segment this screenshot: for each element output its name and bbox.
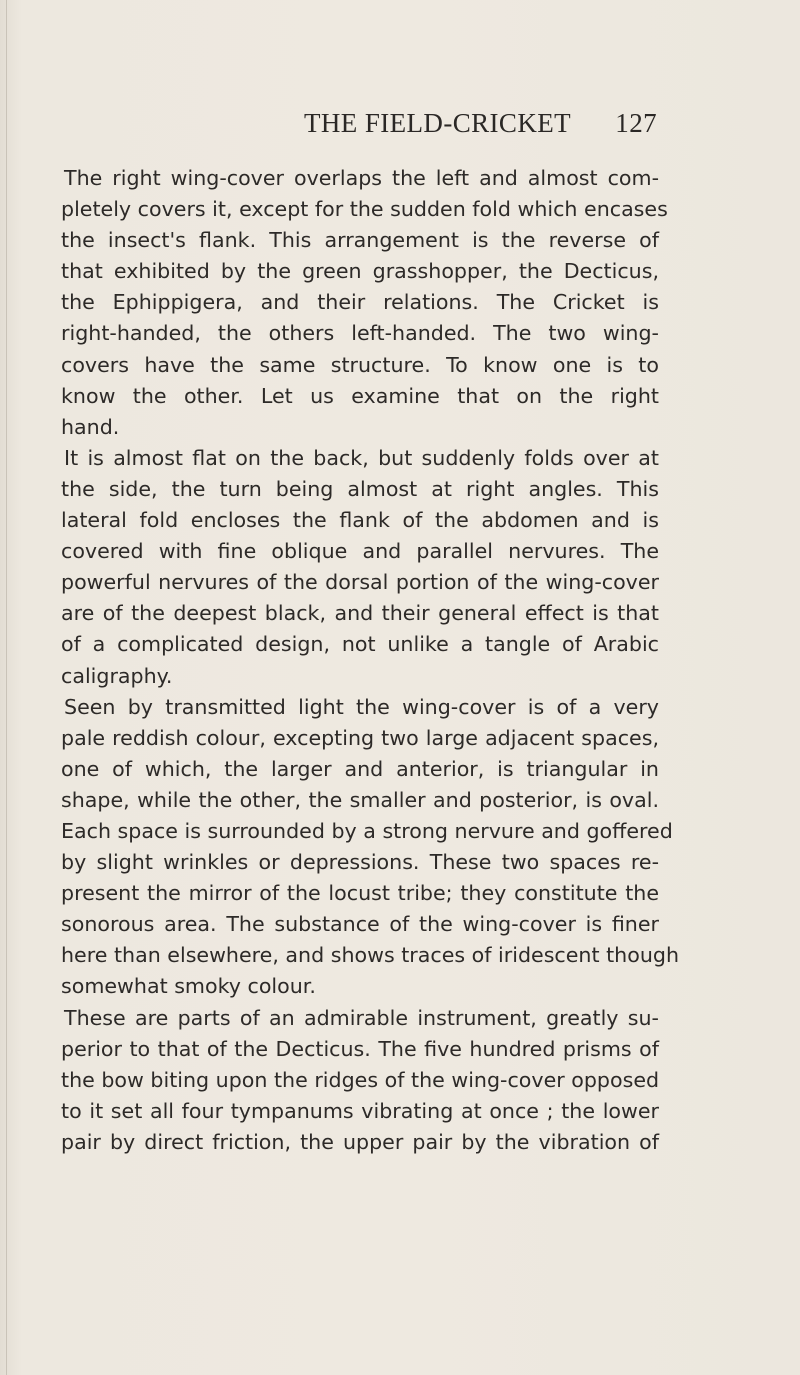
text-line: shape, while the other, the smaller and posterior, is oval. xyxy=(61,787,659,812)
text-line: of a complicated design, not unlike a tangle of Arabic xyxy=(61,632,659,657)
text-line: here than elsewhere, and shows traces of iridescent though xyxy=(61,943,679,968)
text-line: right-handed, the others left-handed. The two wing- xyxy=(61,321,659,346)
paragraph-4 xyxy=(61,1003,659,1158)
paragraph-2 xyxy=(61,443,659,692)
running-header xyxy=(62,108,657,148)
text-line: The right wing-cover overlaps the left and almost com- xyxy=(64,166,659,190)
page-number: 127 xyxy=(615,108,657,138)
text-line: the bow biting upon the ridges of the wing-cover opposed xyxy=(61,1067,660,1092)
text-line: Seen by transmitted light the wing-cover is of a very xyxy=(64,694,659,719)
text-line: somewhat smoky colour. xyxy=(61,974,316,999)
text-line: one of which, the larger and anterior, is triangular in xyxy=(61,756,659,781)
body-text xyxy=(61,163,679,1158)
text-line: the side, the turn being almost at right angles. This xyxy=(61,476,659,501)
text-line: covers have the same structure. To know one is to xyxy=(61,352,659,377)
text-line: are of the deepest black, and their general effect is that xyxy=(61,601,659,626)
text-line: These are parts of an admirable instrument, greatly su- xyxy=(64,1005,659,1030)
text-line: the insect's flank. This arrangement is the reverse of xyxy=(61,228,659,253)
text-line: that exhibited by the green grasshopper, the Decticus, xyxy=(61,259,659,284)
text-line: lateral fold encloses the flank of the abdomen and is xyxy=(61,508,659,533)
text-line: powerful nervures of the dorsal portion of the wing-cover xyxy=(61,570,659,595)
text-line: Each space is surrounded by a strong nervure and goffered xyxy=(61,818,673,843)
text-line: perior to that of the Decticus. The five hundred prisms of xyxy=(61,1036,659,1061)
text-line: pletely covers it, except for the sudden fold which encases xyxy=(61,197,668,222)
text-line: caligraphy. xyxy=(61,663,173,688)
text-line: pair by direct friction, the upper pair by the vibration of xyxy=(61,1129,659,1154)
paragraph-1 xyxy=(61,163,668,443)
paragraph-3 xyxy=(61,692,679,1003)
text-line: to it set all four tympanums vibrating at once ; the lower xyxy=(61,1098,659,1123)
page-gutter-edge xyxy=(6,0,7,1375)
text-line: pale reddish colour, excepting two large adjacent spaces, xyxy=(61,725,659,750)
text-line: present the mirror of the locust tribe; they constitute the xyxy=(61,881,659,906)
text-line: It is almost flat on the back, but suddenly folds over at xyxy=(64,445,659,470)
text-line: by slight wrinkles or depressions. These two spaces re- xyxy=(61,850,659,875)
text-line: know the other. Let us examine that on the right xyxy=(61,383,659,408)
running-title: THE FIELD-CRICKET xyxy=(304,108,572,138)
text-line: sonorous area. The substance of the wing-cover is finer xyxy=(61,912,659,937)
text-line: the Ephippigera, and their relations. The Cricket is xyxy=(61,290,659,315)
text-line: covered with fine oblique and parallel nervures. The xyxy=(61,539,659,564)
text-line: hand. xyxy=(61,414,120,439)
